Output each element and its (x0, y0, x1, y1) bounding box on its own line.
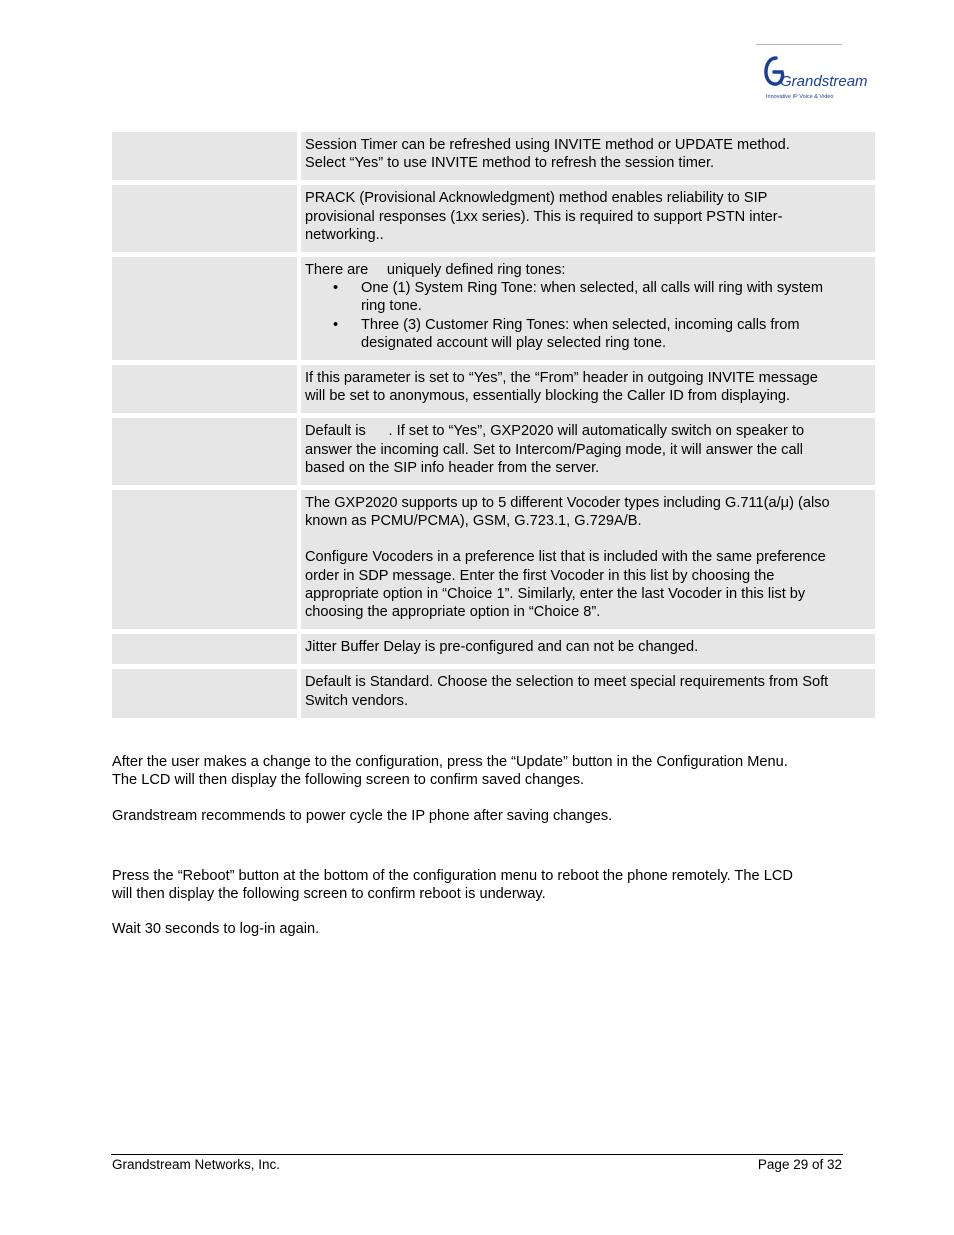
row-description-cell (301, 365, 875, 413)
footer-rule (111, 1154, 843, 1155)
row-label-cell (112, 490, 297, 629)
body-line: After the user makes a change to the configuration, press the “Update” button in the Configuration Menu. (112, 754, 788, 770)
description-line: The GXP2020 supports up to 5 different Vocoder types including G.711(a/μ) (also (305, 495, 830, 512)
list-item (305, 279, 871, 315)
logo-wordmark: Grandstream (780, 73, 868, 90)
logo-tagline: Innovative IP Voice & Video (766, 94, 834, 100)
list-item-line: Three (3) Customer Ring Tones: when selected, incoming calls from (361, 316, 800, 333)
list-item (305, 316, 871, 352)
table-row (112, 669, 875, 717)
reboot-section (112, 867, 852, 939)
description-line: If this parameter is set to “Yes”, the “From” header in outgoing INVITE message (305, 370, 818, 387)
body-line: Press the “Reboot” button at the bottom of the configuration menu to reboot the phone remotely. The LCD (112, 868, 793, 884)
description-line: Configure Vocoders in a preference list that is included with the same preference (305, 549, 826, 566)
list-item-line: ring tone. (361, 298, 422, 315)
table-row (112, 634, 875, 664)
row-label-cell (112, 365, 297, 413)
grandstream-logo (756, 44, 868, 100)
description-line: based on the SIP info header from the server. (305, 459, 600, 476)
footer-company: Grandstream Networks, Inc. (112, 1157, 281, 1172)
footer-page-number: Page 29 of 32 (757, 1157, 842, 1172)
logo-graphic (760, 48, 868, 100)
description-line: will be set to anonymous, essentially blocking the Caller ID from displaying. (305, 388, 791, 405)
description-line: answer the incoming call. Set to Intercom/Paging mode, it will answer the call (305, 441, 804, 458)
list-item-line: One (1) System Ring Tone: when selected, all calls will ring with system (361, 280, 824, 297)
row-description-cell (301, 418, 875, 485)
row-description-cell (301, 132, 875, 180)
description-line: Select “Yes” to use INVITE method to refresh the session timer. (305, 155, 715, 172)
save-changes-section (112, 753, 852, 826)
paragraph-gap (305, 530, 871, 548)
body-line: The LCD will then display the following screen to confirm saved changes. (112, 772, 585, 789)
description-line: order in SDP message. Enter the first Vocoder in this list by choosing the (305, 567, 775, 584)
description-line: PRACK (Provisional Acknowledgment) method enables reliability to SIP (305, 190, 768, 207)
logo-rule (756, 44, 842, 45)
row-description-cell (301, 185, 875, 252)
table-row (112, 365, 875, 413)
table-row (112, 257, 875, 360)
row-description-cell (301, 634, 875, 664)
row-description-cell (301, 490, 875, 629)
description-line: known as PCMU/PCMA), GSM, G.723.1, G.729A/B. (305, 513, 642, 530)
row-label-cell (112, 185, 297, 252)
row-label-cell (112, 257, 297, 360)
list-item-line: designated account will play selected ring tone. (361, 334, 667, 351)
row-label-cell (112, 418, 297, 485)
description-line: appropriate option in “Choice 1”. Similarly, enter the last Vocoder in this list by (305, 585, 806, 602)
description-line: Session Timer can be refreshed using INVITE method or UPDATE method. (305, 137, 790, 153)
description-line: choosing the appropriate option in “Choice 8”. (305, 604, 601, 621)
row-description-cell (301, 257, 875, 360)
row-label-cell (112, 634, 297, 664)
description-line: Jitter Buffer Delay is pre-configured and can not be changed. (305, 639, 699, 656)
description-line: provisional responses (1xx series). This is required to support PSTN inter- (305, 208, 783, 225)
configuration-table (112, 132, 875, 723)
table-row (112, 132, 875, 180)
description-line: Default is Standard. Choose the selection to meet special requirements from Soft (305, 674, 829, 691)
row-label-cell (112, 132, 297, 180)
row-description-cell (301, 669, 875, 717)
ring-tone-list (305, 279, 871, 352)
table-row (112, 185, 875, 252)
body-line: Wait 30 seconds to log-in again. (112, 921, 320, 938)
description-line: Default is . If set to “Yes”, GXP2020 will automatically switch on speaker to (305, 423, 805, 440)
description-line: Switch vendors. (305, 692, 409, 709)
row-label-cell (112, 669, 297, 717)
description-line: There are uniquely defined ring tones: (305, 262, 566, 279)
description-line: networking.. (305, 226, 384, 243)
table-row (112, 418, 875, 485)
body-line: Grandstream recommends to power cycle the IP phone after saving changes. (112, 808, 613, 825)
table-row (112, 490, 875, 629)
body-line: will then display the following screen to confirm reboot is underway. (112, 886, 546, 903)
